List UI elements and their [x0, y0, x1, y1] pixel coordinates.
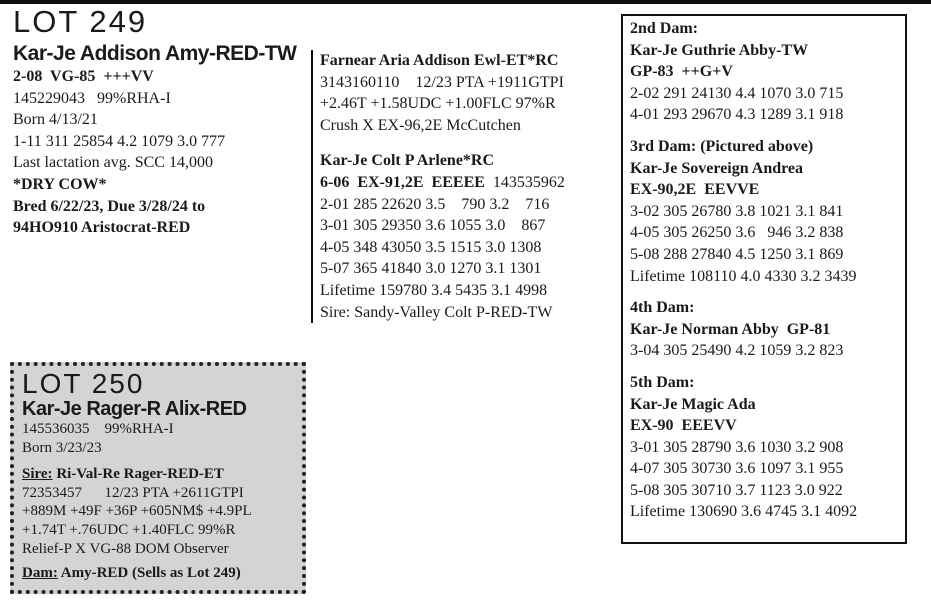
fifth-dam-class: EX-90 EEEVV	[630, 417, 737, 435]
dam-sire: Sire: Sandy-Valley Colt P-RED-TW	[320, 303, 553, 321]
fourth-dam-heading: 4th Dam:	[630, 299, 695, 317]
lot-250-section	[10, 362, 306, 594]
third-dam-lifetime: Lifetime 108110 4.0 4330 3.2 3439	[630, 267, 857, 285]
lot-250-sire-line: +889M +49F +36P +605NM$ +4.9PL	[22, 503, 252, 520]
lot-250-born: Born 3/23/23	[22, 439, 102, 456]
dam-record: 2-01 285 22620 3.5 790 3.2 716	[320, 195, 550, 213]
dam-name: Kar-Je Colt P Arlene*RC	[320, 152, 495, 170]
second-dam-heading: 2nd Dam:	[630, 20, 699, 37]
dam-classification: 6-06 EX-91,2E EEEEE	[320, 173, 485, 191]
lot-250-sire-name: Ri-Val-Re Rager-RED-ET	[52, 466, 224, 483]
lot-249-bred-line-1: Bred 6/22/23, Due 3/28/24 to	[13, 197, 206, 215]
second-dam-name: Kar-Je Guthrie Abby-TW	[630, 41, 809, 59]
fifth-dam-name: Kar-Je Magic Ada	[630, 395, 756, 413]
second-dam-class: GP-83 ++G+V	[630, 63, 733, 81]
lot-250-dam-row	[22, 564, 302, 583]
third-dam-record: 3-02 305 26780 3.8 1021 3.1 841	[630, 202, 844, 220]
lot-249-record: 1-11 311 25854 4.2 1079 3.0 777	[13, 132, 226, 150]
lot-250-sire-line: +1.74T +.76UDC +1.40FLC 99%R	[22, 521, 236, 538]
dam-record: 3-01 305 29350 3.6 1055 3.0 867	[320, 217, 546, 235]
lot-250-dam-label: Dam:	[22, 565, 58, 582]
third-dam-record: 5-08 288 27840 4.5 1250 3.1 869	[630, 245, 844, 263]
lot-250-sire-row	[22, 465, 302, 484]
lot-250-title: LOT 250	[22, 368, 145, 399]
lot-250-registration: 145536035 99%RHA-I	[22, 421, 174, 437]
dam-record: 4-05 348 43050 3.5 1515 3.0 1308	[320, 238, 542, 256]
fourth-dam-record: 3-04 305 25490 4.2 1059 3.2 823	[630, 342, 844, 360]
lot-250-dam-name: Amy-RED (Sells as Lot 249)	[57, 565, 241, 582]
third-dam-name: Kar-Je Sovereign Andrea	[630, 159, 804, 177]
dam-class-row	[320, 172, 620, 194]
third-dam-class: EX-90,2E EEVVE	[630, 181, 760, 199]
sire-line-3: Crush X EX-96,2E McCutchen	[320, 116, 521, 134]
lot-249-title: LOT 249	[13, 4, 148, 39]
third-dam-heading: 3rd Dam: (Pictured above)	[630, 137, 814, 155]
lot-249-registration: 145229043 99%RHA-I	[13, 89, 171, 107]
sire-dam-column	[311, 50, 620, 323]
dam-lifetime: Lifetime 159780 3.4 5435 3.1 4998	[320, 281, 548, 299]
lot-249-section	[13, 6, 313, 239]
fourth-dam-name: Kar-Je Norman Abby GP-81	[630, 320, 831, 338]
lot-250-sire-line: 72353457 12/23 PTA +2611GTPI	[22, 484, 244, 501]
fifth-dam-lifetime: Lifetime 130690 3.6 4745 3.1 4092	[630, 503, 858, 521]
fifth-dam-record: 4-07 305 30730 3.6 1097 3.1 955	[630, 460, 844, 478]
lot-249-status: *DRY COW*	[13, 175, 107, 193]
fifth-dam-record: 3-01 305 28790 3.6 1030 3.2 908	[630, 438, 844, 456]
second-dam-record: 2-02 291 24130 4.4 1070 3.0 715	[630, 84, 844, 102]
lot-249-born: Born 4/13/21	[13, 111, 98, 129]
third-dam-record: 4-05 305 26250 3.6 946 3.2 838	[630, 224, 844, 242]
lot-250-sire-label: Sire:	[22, 466, 53, 483]
sire-line-2: +2.46T +1.58UDC +1.00FLC 97%R	[320, 95, 556, 113]
maternal-line-box	[621, 14, 907, 544]
lot-249-bred-line-2: 94HO910 Aristocrat-RED	[13, 219, 191, 237]
lot-249-animal-name: Kar-Je Addison Amy-RED-TW	[13, 42, 297, 65]
lot-249-scc: Last lactation avg. SCC 14,000	[13, 154, 213, 172]
dam-record: 5-07 365 41840 3.0 1270 3.1 1301	[320, 260, 542, 278]
lot-250-animal-name: Kar-Je Rager-R Alix-RED	[22, 398, 247, 420]
fifth-dam-heading: 5th Dam:	[630, 373, 695, 391]
dam-registration: 143535962	[484, 173, 565, 191]
sire-name: Farnear Aria Addison Ewl-ET*RC	[320, 52, 559, 69]
second-dam-record: 4-01 293 29670 4.3 1289 3.1 918	[630, 106, 844, 124]
fifth-dam-record: 5-08 305 30710 3.7 1123 3.0 922	[630, 481, 843, 499]
lot-249-classification: 2-08 VG-85 +++VV	[13, 68, 154, 85]
sire-line-1: 3143160110 12/23 PTA +1911GTPI	[320, 73, 564, 91]
lot-250-sire-line: Relief-P X VG-88 DOM Observer	[22, 540, 229, 557]
